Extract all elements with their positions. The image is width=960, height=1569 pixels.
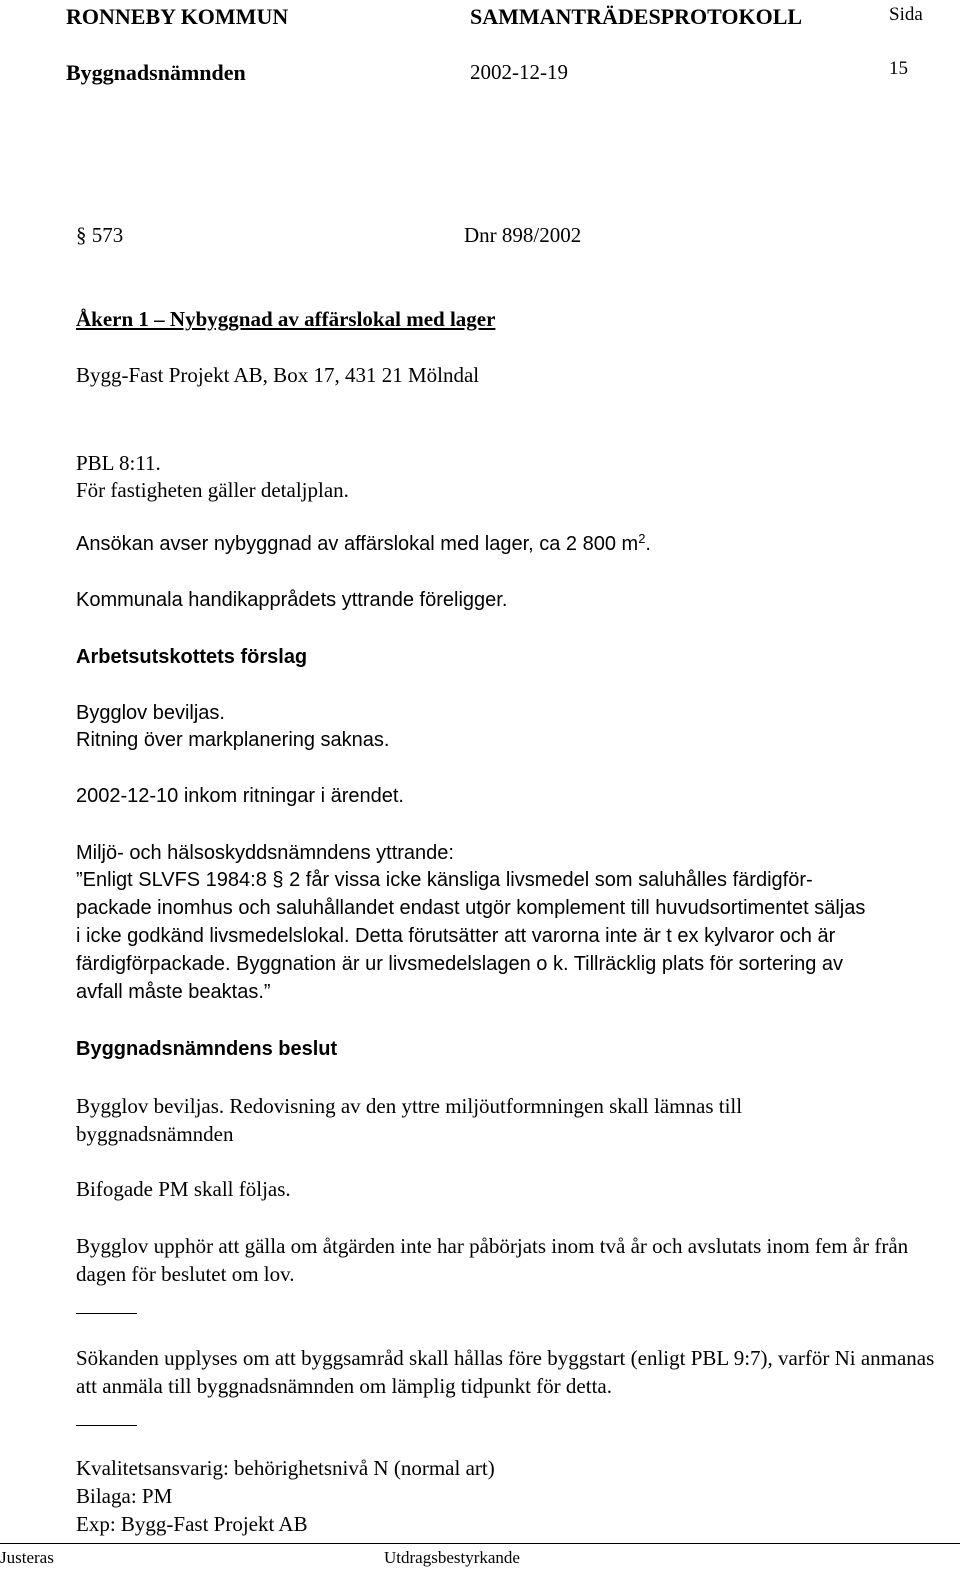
application-statement: [76, 533, 651, 556]
working-committee-heading: Arbetsutskottets förslag: [76, 646, 308, 668]
working-committee-line: 2002-12-10 inkom ritningar i ärendet.: [76, 785, 404, 807]
meeting-date: 2002-12-19: [470, 60, 568, 84]
pbl-reference: PBL 8:11.: [76, 451, 161, 475]
case-title: Åkern 1 – Nybyggnad av affärslokal med lager: [76, 307, 496, 331]
environment-quote-line: packade inomhus och saluhållandet endast utgör komplement till huvudsortimentet säljas: [76, 897, 866, 919]
application-text: Ansökan avser nybyggnad av affärslokal med lager, ca 2 800 m: [76, 533, 639, 555]
section-number-value: 573: [91, 223, 124, 247]
footer-rule: [0, 1543, 960, 1544]
section-number: [76, 223, 123, 248]
decision-paragraph: Bygglov upphör att gälla om åtgärden inte har påbörjats inom två år och avslutats inom fem år från dagen för beslutet om lov.: [76, 1234, 909, 1286]
quote-rest: 2 får vissa icke känsliga livsmedel som saluhålles färdigför-: [283, 869, 813, 891]
plan-statement: För fastigheten gäller detaljplan.: [76, 478, 349, 502]
diary-number: Dnr 898/2002: [464, 223, 582, 247]
committee-name: Byggnadsnämnden: [66, 60, 246, 85]
divider: [76, 1313, 137, 1314]
environment-quote-line: färdigförpackade. Byggnation är ur livsmedelslagen o k. Tillräcklig plats för sortering av: [76, 953, 844, 975]
working-committee-line: Bygglov beviljas.: [76, 702, 225, 724]
municipality-name: RONNEBY KOMMUN: [66, 4, 289, 29]
working-committee-line: Ritning över markplanering saknas.: [76, 729, 390, 751]
decision-paragraph: Bifogade PM skall följas.: [76, 1177, 291, 1201]
decision-paragraph: Bygglov beviljas. Redovisning av den yttre miljöutformningen skall lämnas till byggnadsnämnden: [76, 1094, 743, 1146]
environment-heading: Miljö- och hälsoskyddsnämndens yttrande:: [76, 842, 454, 864]
area-exponent: 2: [638, 531, 646, 546]
page-number: 15: [889, 58, 908, 79]
section-symbol: §: [272, 869, 284, 891]
environment-quote-line: avfall måste beaktas.”: [76, 981, 271, 1003]
section-symbol: §: [76, 223, 87, 247]
handicap-statement: Kommunala handikapprådets yttrande föreligger.: [76, 589, 508, 611]
notice-paragraph: Sökanden upplyses om att byggsamråd skall hållas före byggstart (enligt PBL 9:7), varför Ni anmanas att anmäla till byggnadsnämnden om lämplig tidpunkt för detta.: [76, 1346, 935, 1398]
document-type: SAMMANTRÄDESPROTOKOLL: [470, 4, 803, 29]
environment-quote-line: [76, 869, 813, 892]
quote-start: ”Enligt SLVFS 1984:8: [76, 869, 273, 891]
environment-quote-line: i icke godkänd livsmedelslokal. Detta förutsätter att varorna inte är t ex kylvaror och är: [76, 925, 836, 947]
divider: [76, 1425, 137, 1426]
decision-heading: Byggnadsnämndens beslut: [76, 1038, 338, 1060]
page-label: Sida: [889, 4, 923, 25]
footer-utdragsbestyrkande: Utdragsbestyrkande: [384, 1548, 520, 1567]
quality-responsible: Kvalitetsansvarig: behörighetsnivå N (normal art): [76, 1456, 495, 1480]
dispatch: Exp: Bygg-Fast Projekt AB: [76, 1512, 308, 1536]
applicant: Bygg-Fast Projekt AB, Box 17, 431 21 Mölndal: [76, 363, 480, 387]
attachment: Bilaga: PM: [76, 1484, 173, 1508]
footer-justeras: Justeras: [0, 1548, 54, 1567]
application-end: .: [645, 533, 651, 555]
